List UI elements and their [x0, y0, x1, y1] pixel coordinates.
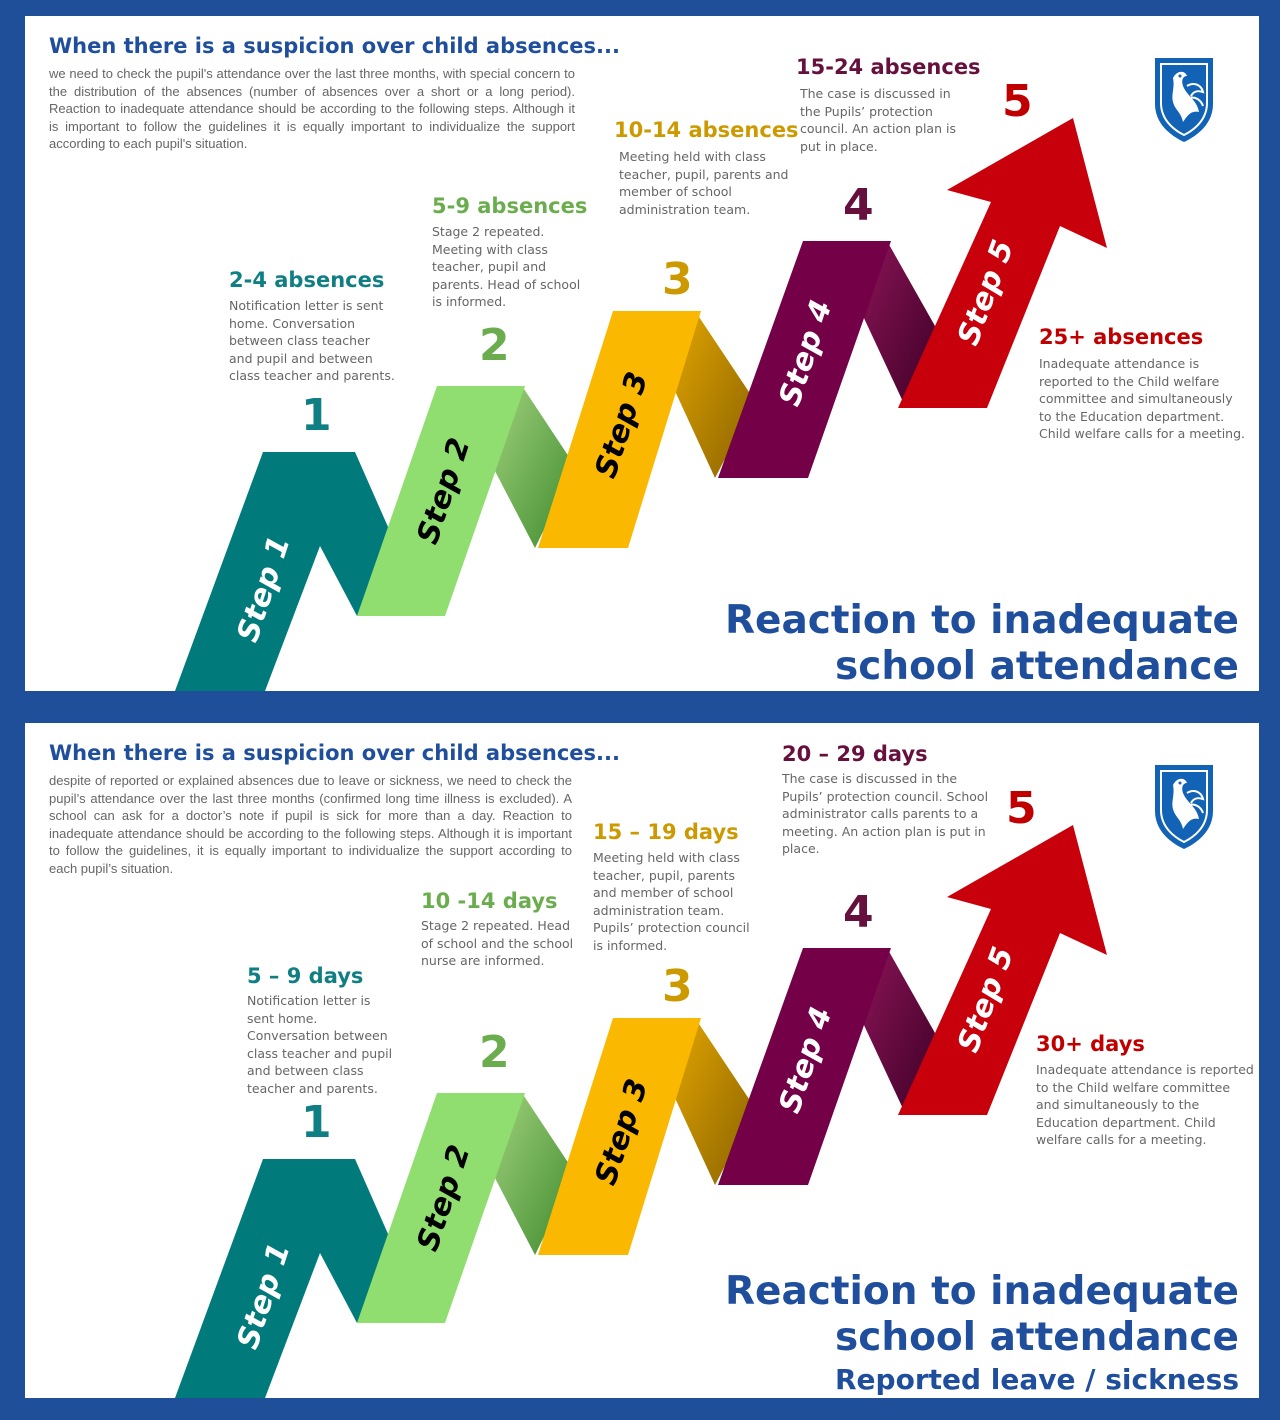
intro-body: despite of reported or explained absences due to leave or sickness, we need to check the pupil’s attendance over the last three months (confirmed long time illness is excluded). A school can ask for a doctor’s note if pupil is sick for more than a day. Reaction to inadequate attendance should be according to the following steps. Although it is important to follow the guidelines, it is equally important to individualize the support according to each pupil’s situation.	[49, 773, 572, 876]
ribbon-label-step-1: Step 1	[230, 531, 298, 647]
main-title-line-2: school attendance	[834, 644, 1239, 689]
bird-shield-icon	[1153, 763, 1215, 851]
step-description-2: Stage 2 repeated. Head of school and the school nurse are informed.	[421, 918, 574, 969]
intro-title: When there is a suspicion over child absences...	[49, 741, 620, 765]
step-description-5: Inadequate attendance is reported to the Child welfare committee and simultaneously to the Education department. Child welfare calls for a meeting.	[1039, 356, 1245, 442]
main-title-line-2: school attendance	[834, 1315, 1239, 1360]
step-heading-2: 5-9 absences	[432, 194, 588, 218]
step-number-5: 5	[1002, 76, 1033, 127]
ribbon-label-step-3: Step 3	[588, 367, 656, 483]
intro-title: When there is a suspicion over child absences...	[49, 34, 620, 58]
bird-shield-icon	[1153, 56, 1215, 144]
main-title-line-1: Reaction to inadequate	[725, 1269, 1239, 1314]
step-heading-4: 15-24 absences	[796, 55, 981, 79]
step-heading-5: 25+ absences	[1039, 325, 1204, 349]
step-description-3: Meeting held with class teacher, pupil, parents and member of school administration team.	[619, 149, 789, 217]
step-description-4: The case is discussed in the Pupils’ protection council. An action plan is put in place.	[800, 86, 956, 154]
step-description-3: Meeting held with class teacher, pupil, parents and member of school administration team. Pupils’ protection council is informed.	[593, 850, 750, 953]
step-description-5: Inadequate attendance is reported to the Child welfare committee and simultaneously to the Education department. Child welfare calls for a meeting.	[1036, 1062, 1254, 1148]
step-heading-1: 5 – 9 days	[247, 964, 364, 988]
ribbon-label-step-4: Step 4	[772, 295, 840, 411]
step-number-1: 1	[301, 1097, 332, 1148]
step-heading-5: 30+ days	[1036, 1032, 1145, 1056]
step-number-5: 5	[1006, 783, 1037, 834]
step-heading-3: 15 – 19 days	[593, 820, 739, 844]
step-description-2: Stage 2 repeated. Meeting with class teacher, pupil and parents. Head of school is informed.	[432, 224, 581, 310]
step-number-4: 4	[843, 887, 874, 938]
ribbon-label-step-2: Step 2	[410, 1140, 478, 1256]
step-heading-4: 20 – 29 days	[782, 742, 928, 766]
main-title-line-1: Reaction to inadequate	[725, 598, 1239, 643]
main-title-subtitle: Reported leave / sickness	[835, 1363, 1239, 1396]
main-title	[725, 1269, 1239, 1398]
step-number-3: 3	[662, 254, 693, 305]
step-number-4: 4	[843, 180, 874, 231]
step-heading-3: 10-14 absences	[614, 118, 799, 142]
step-number-2: 2	[479, 320, 510, 371]
main-title	[725, 598, 1239, 690]
step-number-3: 3	[662, 961, 693, 1012]
ribbon-label-step-1: Step 1	[230, 1238, 298, 1354]
ribbon-label-step-5: Step 5	[950, 235, 1022, 350]
ribbon-label-step-4: Step 4	[772, 1002, 840, 1118]
panel-reported-leave	[25, 723, 1259, 1398]
panel-absences	[25, 16, 1259, 691]
step-description-1: Notification letter is sent home. Conversation between class teacher and pupil and between class teacher and parents.	[247, 993, 393, 1096]
ribbon-label-step-3: Step 3	[588, 1074, 656, 1190]
step-heading-2: 10 -14 days	[421, 889, 558, 913]
step-number-2: 2	[479, 1027, 510, 1078]
step-description-4: The case is discussed in the Pupils’ protection council. School administrator calls parents to a meeting. An action plan is put in place.	[782, 771, 989, 857]
step-description-1: Notification letter is sent home. Conversation between class teacher and pupil and between class teacher and parents.	[229, 298, 395, 384]
ribbon-label-step-2: Step 2	[410, 433, 478, 549]
ribbon-label-step-5: Step 5	[950, 942, 1022, 1057]
intro-body: we need to check the pupil's attendance over the last three months, with special concern to the distribution of the absences (number of absences over a short or a long period). Reaction to inadequate attendance should be according to the following steps. Although it is important to follow the guidelines it is equally important to individualize the support according to each pupil's situation.	[49, 66, 575, 152]
step-heading-1: 2-4 absences	[229, 268, 385, 292]
step-number-1: 1	[301, 390, 332, 441]
